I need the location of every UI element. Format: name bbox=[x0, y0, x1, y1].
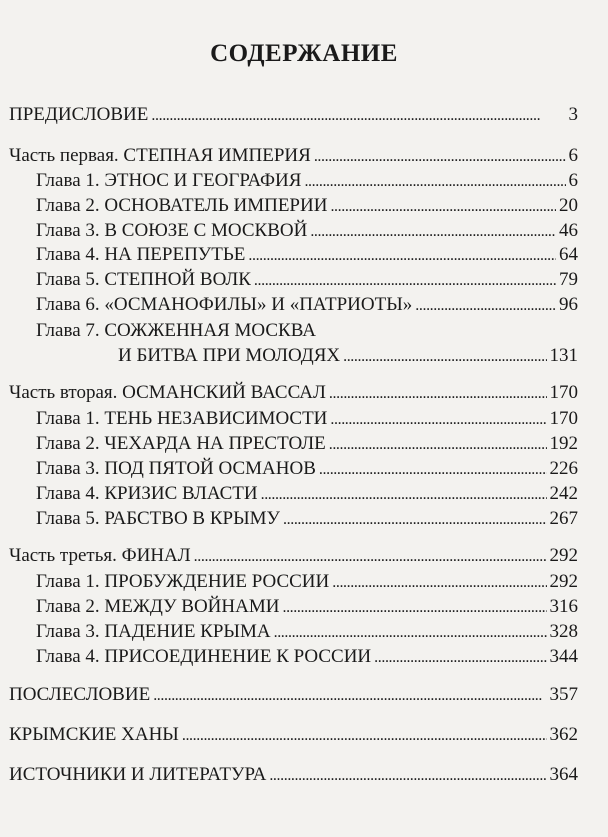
toc-entry-label: Глава 4. ПРИСОЕДИНЕНИЕ К РОССИИ bbox=[36, 646, 372, 667]
toc-entry-chapter[interactable] bbox=[36, 195, 578, 218]
toc-entry-label: ПРЕДИСЛОВИЕ bbox=[9, 104, 149, 125]
toc-entry-chapter[interactable] bbox=[36, 269, 578, 292]
toc-entry-label: ИСТОЧНИКИ И ЛИТЕРАТУРА bbox=[9, 764, 267, 785]
toc-entry-page: 170 bbox=[549, 382, 578, 403]
toc-entry-page: 192 bbox=[549, 433, 578, 454]
leader-dots bbox=[283, 508, 546, 531]
toc-entry-label: Глава 2. ЧЕХАРДА НА ПРЕСТОЛЕ bbox=[36, 433, 326, 454]
leader-dots bbox=[254, 269, 556, 292]
toc-entry-page: 267 bbox=[549, 508, 578, 529]
leader-dots bbox=[329, 382, 547, 405]
toc-entry-preface[interactable] bbox=[9, 104, 578, 127]
leader-dots bbox=[194, 545, 547, 568]
page-title: СОДЕРЖАНИЕ bbox=[210, 40, 398, 67]
toc-entry-label: Глава 3. В СОЮЗЕ С МОСКВОЙ bbox=[36, 220, 308, 241]
toc-entry-label: Глава 2. ОСНОВАТЕЛЬ ИМПЕРИИ bbox=[36, 195, 328, 216]
leader-dots bbox=[182, 724, 547, 747]
leader-dots bbox=[314, 145, 566, 168]
toc-entry-chapter-line2[interactable] bbox=[118, 345, 578, 368]
toc-entry-part-3[interactable] bbox=[9, 545, 578, 568]
toc-entry-part-1[interactable] bbox=[9, 145, 578, 168]
toc-entry-page: 242 bbox=[549, 483, 578, 504]
toc-entry-page: 46 bbox=[559, 220, 578, 241]
toc-entry-sources[interactable] bbox=[9, 764, 578, 787]
leader-dots bbox=[374, 646, 546, 669]
toc-entry-chapter[interactable] bbox=[36, 433, 578, 456]
leader-dots bbox=[329, 433, 547, 456]
leader-dots bbox=[248, 244, 556, 267]
toc-entry-label: Глава 6. «ОСМАНОФИЛЫ» И «ПАТРИОТЫ» bbox=[36, 294, 413, 315]
toc-entry-page: 357 bbox=[549, 684, 578, 705]
leader-dots bbox=[319, 458, 547, 481]
toc-entry-label: Глава 1. ТЕНЬ НЕЗАВИСИМОСТИ bbox=[36, 408, 328, 429]
toc-entry-part-2[interactable] bbox=[9, 382, 578, 405]
leader-dots bbox=[261, 483, 547, 506]
toc-entry-page: 20 bbox=[559, 195, 578, 216]
leader-dots bbox=[274, 621, 547, 644]
toc-entry-page: 6 bbox=[568, 145, 578, 166]
toc-entry-page: 328 bbox=[549, 621, 578, 642]
toc-entry-page: 292 bbox=[549, 571, 578, 592]
leader-dots bbox=[310, 220, 556, 243]
toc-entry-page: 226 bbox=[549, 458, 578, 479]
leader-dots bbox=[153, 684, 546, 707]
toc-entry-chapter-line1[interactable]: Глава 7. СОЖЖЕННАЯ МОСКВА bbox=[36, 320, 316, 341]
leader-dots bbox=[332, 571, 546, 594]
toc-entry-label: Часть первая. СТЕПНАЯ ИМПЕРИЯ bbox=[9, 145, 311, 166]
leader-dots bbox=[151, 104, 565, 127]
toc-entry-crimean-khans[interactable] bbox=[9, 724, 578, 747]
leader-dots bbox=[330, 408, 546, 431]
toc-entry-chapter[interactable] bbox=[36, 596, 578, 619]
leader-dots bbox=[343, 345, 546, 368]
toc-entry-page: 96 bbox=[559, 294, 578, 315]
toc-entry-chapter[interactable] bbox=[36, 244, 578, 267]
toc-entry-label: Часть третья. ФИНАЛ bbox=[9, 545, 191, 566]
toc-entry-chapter[interactable] bbox=[36, 646, 578, 669]
toc-entry-label: Глава 2. МЕЖДУ ВОЙНАМИ bbox=[36, 596, 280, 617]
toc-entry-page: 316 bbox=[549, 596, 578, 617]
toc-entry-label: Глава 4. НА ПЕРЕПУТЬЕ bbox=[36, 244, 246, 265]
toc-entry-chapter[interactable] bbox=[36, 170, 578, 193]
leader-dots bbox=[269, 764, 546, 787]
toc-entry-page: 344 bbox=[549, 646, 578, 667]
toc-entry-label: Глава 5. РАБСТВО В КРЫМУ bbox=[36, 508, 281, 529]
toc-entry-page: 362 bbox=[549, 724, 578, 745]
toc-entry-label: Глава 3. ПОД ПЯТОЙ ОСМАНОВ bbox=[36, 458, 316, 479]
toc-entry-page: 131 bbox=[549, 345, 578, 366]
toc-entry-label: Глава 4. КРИЗИС ВЛАСТИ bbox=[36, 483, 258, 504]
toc-entry-label: Глава 1. ЭТНОС И ГЕОГРАФИЯ bbox=[36, 170, 302, 191]
toc-entry-page: 3 bbox=[568, 104, 578, 125]
toc-entry-chapter[interactable] bbox=[36, 294, 578, 317]
toc-entry-label: Часть вторая. ОСМАНСКИЙ ВАССАЛ bbox=[9, 382, 326, 403]
toc-entry-label: Глава 3. ПАДЕНИЕ КРЫМА bbox=[36, 621, 271, 642]
toc-entry-label: Глава 1. ПРОБУЖДЕНИЕ РОССИИ bbox=[36, 571, 330, 592]
leader-dots bbox=[415, 294, 556, 317]
leader-dots bbox=[330, 195, 556, 218]
toc-entry-chapter[interactable] bbox=[36, 621, 578, 644]
toc-entry-afterword[interactable] bbox=[9, 684, 578, 707]
toc-entry-page: 64 bbox=[559, 244, 578, 265]
toc-entry-label: КРЫМСКИЕ ХАНЫ bbox=[9, 724, 179, 745]
toc-entry-page: 364 bbox=[549, 764, 578, 785]
toc-entry-chapter[interactable] bbox=[36, 571, 578, 594]
toc-entry-label: И БИТВА ПРИ МОЛОДЯХ bbox=[118, 345, 341, 366]
toc-entry-label: Глава 5. СТЕПНОЙ ВОЛК bbox=[36, 269, 251, 290]
toc-entry-chapter[interactable] bbox=[36, 220, 578, 243]
toc-entry-page: 79 bbox=[559, 269, 578, 290]
leader-dots bbox=[304, 170, 565, 193]
toc-entry-chapter[interactable] bbox=[36, 408, 578, 431]
toc-entry-chapter[interactable] bbox=[36, 508, 578, 531]
toc-entry-chapter[interactable] bbox=[36, 483, 578, 506]
toc-entry-page: 6 bbox=[568, 170, 578, 191]
toc-entry-page: 170 bbox=[549, 408, 578, 429]
toc-entry-label: ПОСЛЕСЛОВИЕ bbox=[9, 684, 151, 705]
leader-dots bbox=[282, 596, 546, 619]
toc-entry-page: 292 bbox=[549, 545, 578, 566]
toc-entry-chapter[interactable] bbox=[36, 458, 578, 481]
